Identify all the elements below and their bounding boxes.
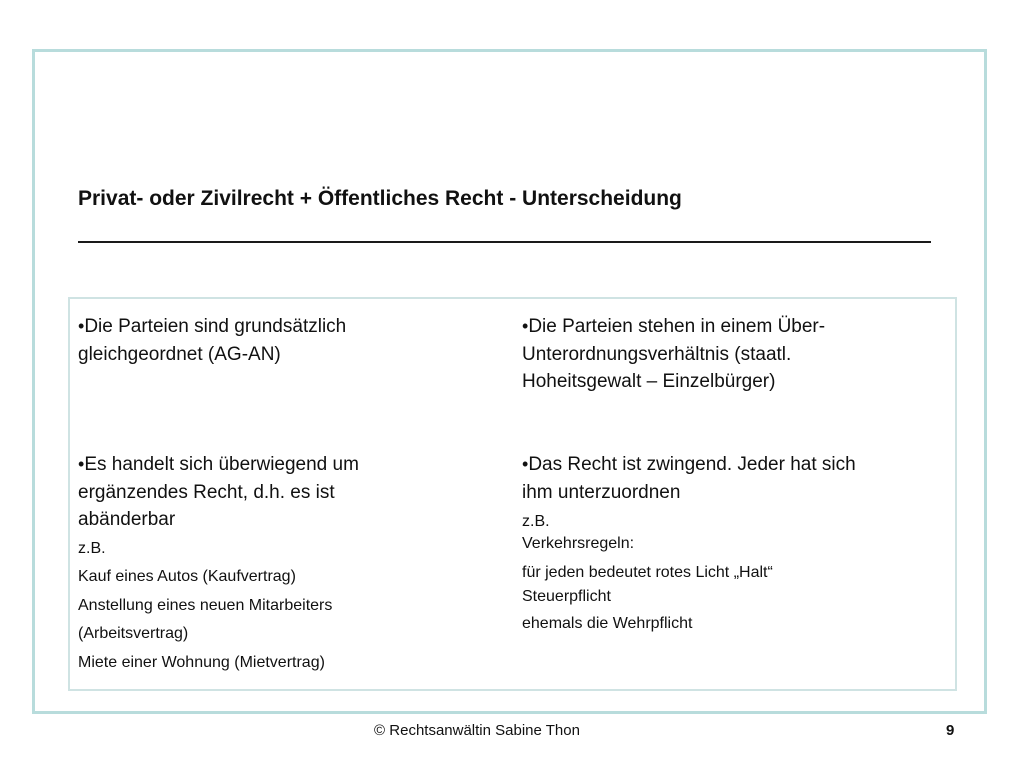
left-example-item: (Arbeitsvertrag) [78,625,189,642]
page-number: 9 [946,722,955,739]
bullet-line: gleichgeordnet (AG-AN) [78,343,281,365]
bullet-text: Das Recht ist zwingend. Jeder hat sich [528,454,856,475]
bullet-text: Die Parteien stehen in einem Über- [528,316,826,337]
left-example-item: Miete einer Wohnung (Mietvertrag) [78,654,325,671]
right-example-item: Verkehrsregeln: [522,535,635,552]
right-bullet-1 [522,313,825,396]
bullet-text: Es handelt sich überwiegend um [84,454,359,475]
bullet-dot: • [78,454,85,474]
slide-title: Privat- oder Zivilrecht + Öffentliches Recht - Unterscheidung [78,187,682,210]
bullet-line [522,313,825,341]
bullet-dot: • [522,316,529,336]
bullet-line: ihm unterzuordnen [522,481,681,503]
bullet-text: Die Parteien sind grundsätzlich [84,316,347,337]
bullet-dot: • [522,454,529,474]
right-bullet-2 [522,451,856,506]
left-example-item: z.B. [78,540,106,557]
bullet-line: Hoheitsgewalt – Einzelbürger) [522,371,776,392]
bullet-line [78,451,359,479]
bullet-dot: • [78,316,85,336]
bullet-line: abänderbar [78,509,176,530]
bullet-line: Unterordnungsverhältnis (staatl. [522,343,792,365]
right-example-item: Steuerpflicht [522,588,611,605]
left-example-item: Anstellung eines neuen Mitarbeiters [78,597,333,614]
footer-copyright: © Rechtsanwältin Sabine Thon [374,722,580,739]
left-bullet-1 [78,313,346,368]
title-underline [78,241,931,243]
left-example-item: Kauf eines Autos (Kaufvertrag) [78,568,296,585]
right-example-item: für jeden bedeutet rotes Licht „Halt“ [522,564,773,581]
bullet-line [78,313,346,341]
right-example-item: ehemals die Wehrpflicht [522,615,693,632]
right-example-item: z.B. [522,513,550,530]
bullet-line: ergänzendes Recht, d.h. es ist [78,481,335,503]
left-bullet-2 [78,451,359,534]
bullet-line [522,451,856,479]
